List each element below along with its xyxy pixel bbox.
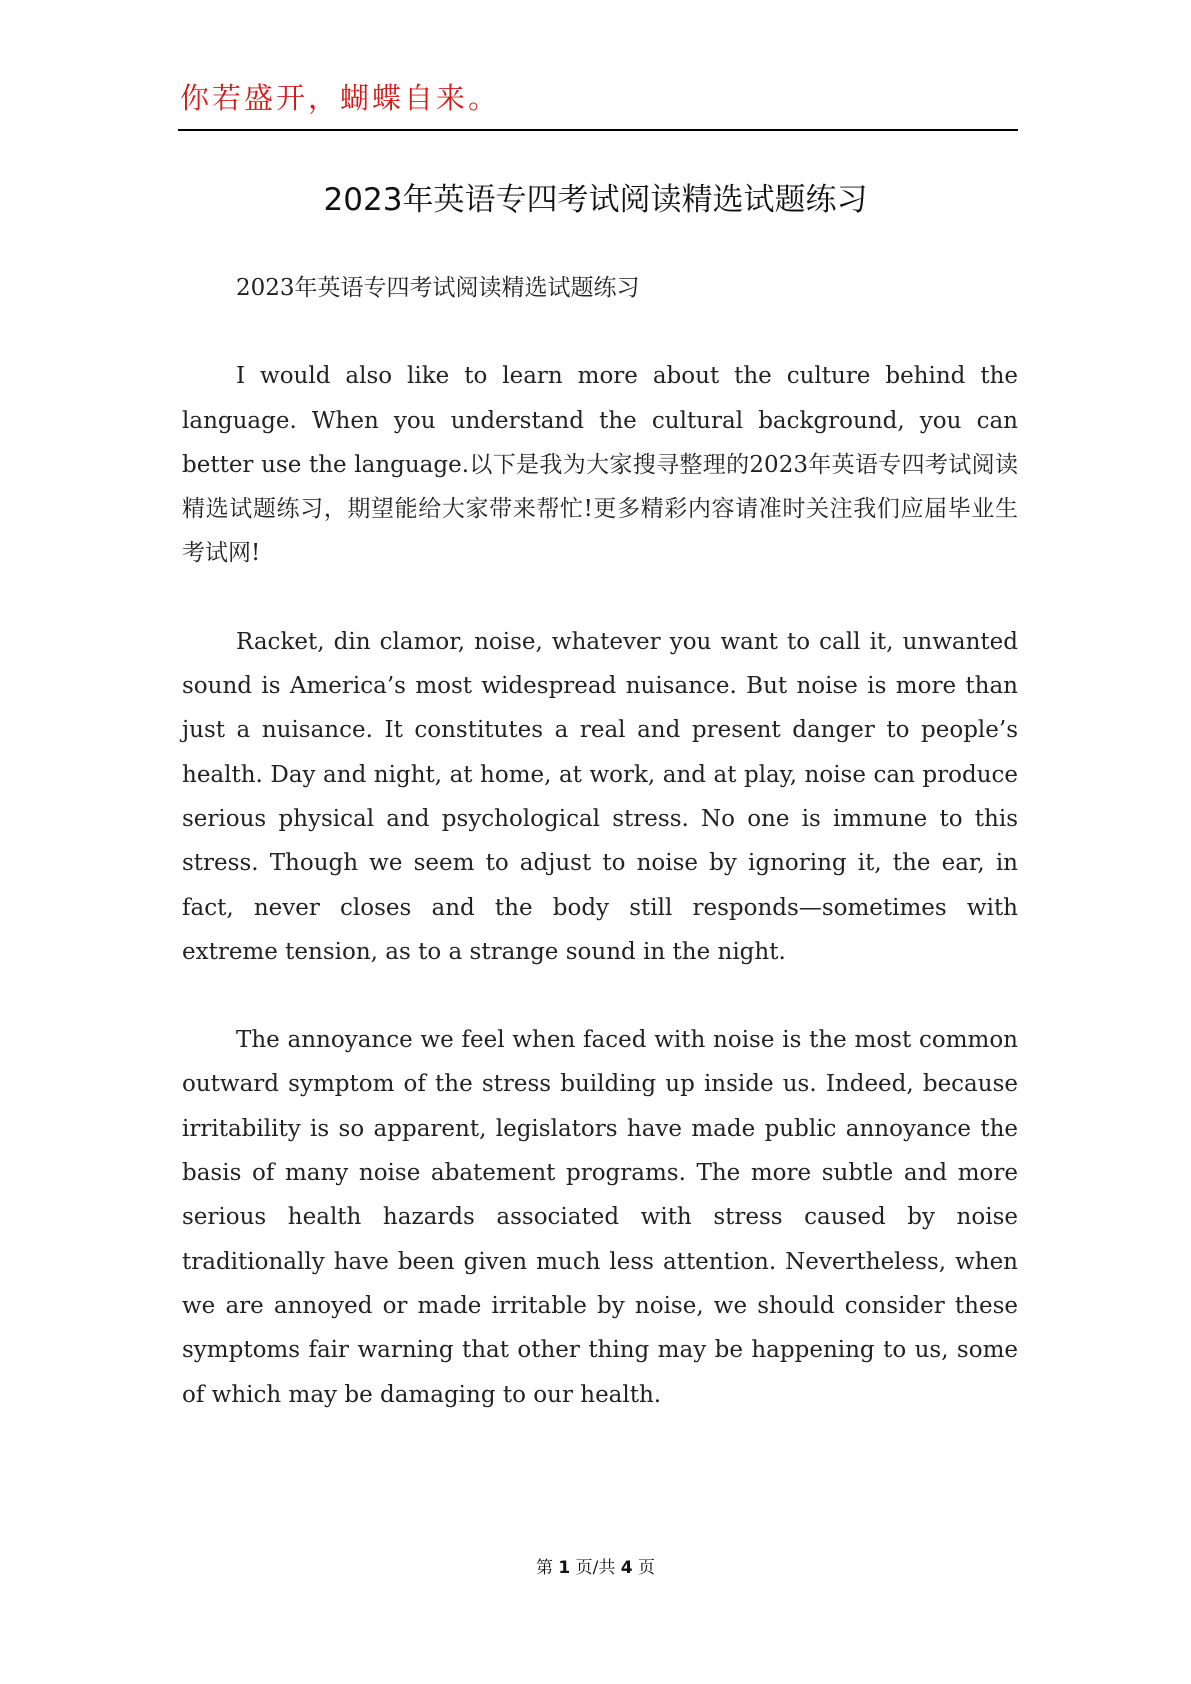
paragraph-noise-nuisance: Racket, din clamor, noise, whatever you want to call it, unwanted sound is America’s most widespread nuisance. But noise is more than just a nuisance. It constitutes a real and present danger to people’s health. Day and night, at home, at work, and at play, noise can produce serious physical and psychological stress. No one is immune to this stress. Though we seem to adjust to noise by ignoring it, the ear, in fact, never closes and the body still responds—sometimes with extreme tension, as to a strange sound in the night. — [182, 628, 1018, 965]
document-subtitle: 2023年英语专四考试阅读精选试题练习 — [236, 275, 640, 301]
paragraph-annoyance: The annoyance we feel when faced with noise is the most common outward symptom of the stress building up inside us. Indeed, because irritability is so apparent, legislators have made public annoyance the basis of many noise abatement programs. The more subtle and more serious health hazards associated with stress caused by noise traditionally have been given much less attention. Nevertheless, when we are annoyed or made irritable by noise, we should consider these symptoms fair warning that other thing may be happening to us, some of which may be damaging to our health. — [182, 1027, 1018, 1408]
footer-middle: 页/共 — [575, 1558, 616, 1578]
paragraph-intro: I would also like to learn more about the culture behind the language. When you understand the cultural background, you can better use the language.以下是我为大家搜寻整理的2023年英语专四考试阅读精选试题练习，期望能给大家带来帮忙!更多精彩内容请准时关注我们应届毕业生考试网! — [182, 363, 1018, 567]
footer-suffix: 页 — [638, 1558, 656, 1578]
footer-total-pages: 4 — [620, 1558, 633, 1578]
document-body — [182, 266, 1018, 1417]
footer-page-number: 1 — [558, 1558, 571, 1578]
header-motto: 你若盛开，蝴蝶自来。 — [180, 81, 501, 115]
page-footer — [0, 1553, 1191, 1578]
footer-prefix: 第 — [535, 1558, 553, 1578]
header-divider — [178, 129, 1018, 131]
document-title: 2023年英语专四考试阅读精选试题练习 — [323, 182, 868, 218]
